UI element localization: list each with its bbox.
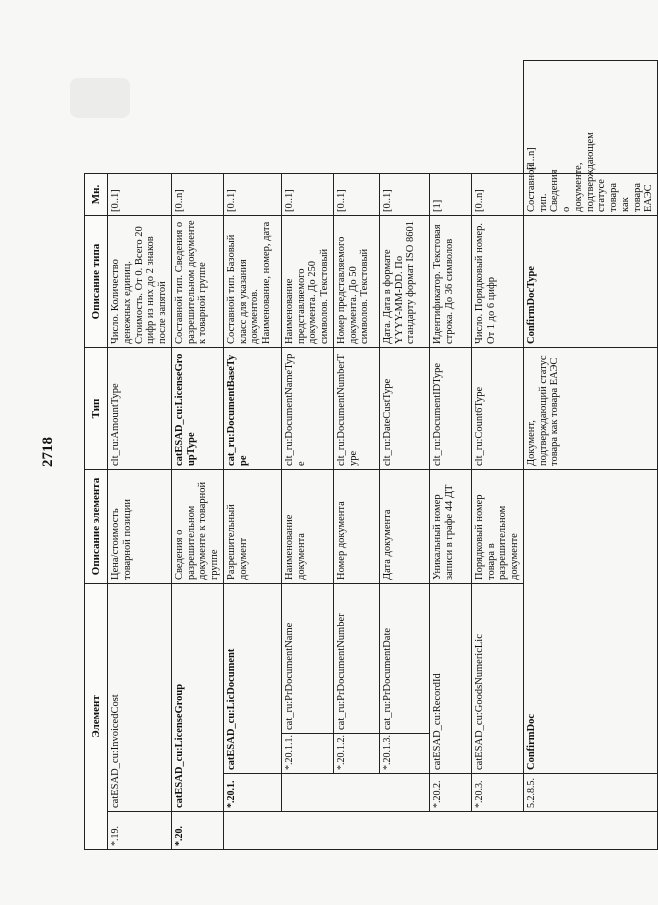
- row-description: Дата документа: [379, 470, 429, 584]
- row-multiplicity: [1..n]: [523, 61, 657, 174]
- header-description: Описание элемента: [85, 470, 108, 584]
- row-type-description: Номер представляемого документа. До 50 символов. Текстовый: [333, 216, 379, 348]
- row-multiplicity: [0..1]: [223, 174, 281, 216]
- row-number: *.20.: [171, 812, 223, 850]
- row-multiplicity: [0..1]: [379, 174, 429, 216]
- row-multiplicity: [0..1]: [108, 174, 172, 216]
- row-type-description: Дата. Дата в формате YYYY-MM-DD. По стандарту формат ISO 8601: [379, 216, 429, 348]
- row-description: Номер документа: [333, 470, 379, 584]
- spec-table: [84, 60, 658, 850]
- row-type: clt_ru:DocumentNameType: [281, 348, 333, 470]
- row-element: catESAD_cu:LicDocument: [223, 584, 281, 774]
- row-type: clt_ru:AmountType: [108, 348, 172, 470]
- header-type: Тип: [85, 348, 108, 470]
- row-element: catESAD_cu:InvoicedCost: [108, 584, 172, 812]
- row-element: catESAD_cu:RecordId: [429, 584, 471, 774]
- row-element: ConfirmDoc: [523, 470, 657, 774]
- table-row: [171, 61, 223, 850]
- row-element: catESAD_cu:LicenseGroup: [171, 584, 223, 812]
- row-element: cat_ru:PrDocumentNumber: [333, 584, 379, 734]
- row-type-description: Составной тип. Базовый класс для указания документов. Наименование, номер, дата: [223, 216, 281, 348]
- row-description: Документ, подтверждающий статус товара как товара ЕАЭС: [523, 348, 657, 470]
- table-row: [108, 61, 172, 850]
- table-row: [523, 61, 657, 850]
- row-number: *.20.1.2.: [333, 734, 379, 774]
- row-element: catESAD_cu:GoodsNumericLic: [471, 584, 523, 774]
- row-type: catESAD_cu:LicenseGroupType: [171, 348, 223, 470]
- page-number: 2718: [40, 437, 56, 467]
- row-description: Разрешительный документ: [223, 470, 281, 584]
- row-description: Сведения о разрешительном документе к товарной группе: [171, 470, 223, 584]
- row-type: clt_ru:DocumentIDType: [429, 348, 471, 470]
- row-number: *.20.2.: [429, 774, 471, 812]
- table-row: [379, 61, 429, 850]
- table-row: [333, 61, 379, 850]
- row-type-description: Идентификатор. Текстовая строка. До 36 символов: [429, 216, 471, 348]
- row-description: Цена/стоимость товарной позиции: [108, 470, 172, 584]
- row-multiplicity: [0..1]: [333, 174, 379, 216]
- row-number: *.20.1.: [223, 774, 281, 812]
- row-type: ConfirmDocType: [523, 216, 657, 348]
- indent-cell: [223, 812, 657, 850]
- header-type-description: Описание типа: [85, 216, 108, 348]
- row-multiplicity: [1]: [429, 174, 471, 216]
- row-description: Порядковый номер товара в разрешительном документе: [471, 470, 523, 584]
- row-type-description: Составной тип. Сведения о документе, подтверждающем статусе товара как товара ЕАЭС: [523, 174, 657, 216]
- rotated-table-container: [84, 60, 655, 850]
- header-element: Элемент: [85, 584, 108, 850]
- row-type: clt_ru:DocumentNumberType: [333, 348, 379, 470]
- table-row: [223, 61, 281, 850]
- row-multiplicity: [0..n]: [471, 174, 523, 216]
- header-row: [85, 61, 108, 850]
- indent-cell: [281, 774, 429, 812]
- table-row: [429, 61, 471, 850]
- row-number: *.20.1.1.: [281, 734, 333, 774]
- row-number: *.19.: [108, 812, 172, 850]
- row-type-description: Наименование представляемого документа. До 250 символов. Текстовый: [281, 216, 333, 348]
- row-type-description: Число. Количество денежных единиц. Стоимость. От 0. Всего 20 цифр из них до 2 знаков после запятой: [108, 216, 172, 348]
- row-element: cat_ru:PrDocumentDate: [379, 584, 429, 734]
- row-type-description: Число. Порядковый номер. От 1 до 6 цифр: [471, 216, 523, 348]
- row-number: *.20.1.3.: [379, 734, 429, 774]
- row-type-description: Составной тип. Сведения о разрешительном документе к товарной группе: [171, 216, 223, 348]
- header-multiplicity: Мн.: [85, 174, 108, 216]
- row-multiplicity: [0..n]: [171, 174, 223, 216]
- row-type: clt_ru:DateCustType: [379, 348, 429, 470]
- row-multiplicity: [0..1]: [281, 174, 333, 216]
- row-description: Уникальный номер записи в графе 44 ДТ: [429, 470, 471, 584]
- row-element: cat_ru:PrDocumentName: [281, 584, 333, 734]
- table-row: [471, 61, 523, 850]
- row-description: Наименование документа: [281, 470, 333, 584]
- row-number: 5.2.8.5.: [523, 774, 657, 812]
- table-row: [281, 61, 333, 850]
- row-type: clt_ru:Count6Type: [471, 348, 523, 470]
- row-number: *.20.3.: [471, 774, 523, 812]
- row-type: cat_ru:DocumentBaseType: [223, 348, 281, 470]
